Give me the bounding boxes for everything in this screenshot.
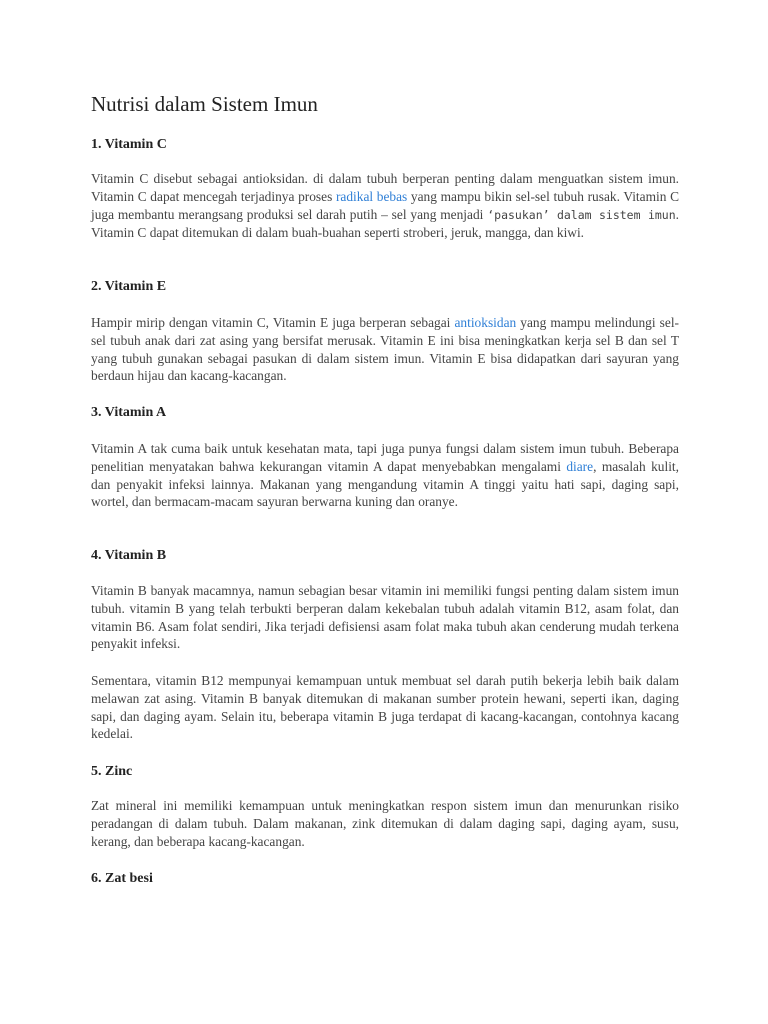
zinc-paragraph: Zat mineral ini memiliki kemampuan untuk meningkatkan respon sistem imun dan menurunkan risiko peradangan di dalam tubuh. Dalam makanan, zink ditemukan di dalam daging sapi, daging ayam, susu, kerang, dan beberapa kacang-kacangan. bbox=[91, 798, 679, 849]
monospace-text: ‘pasukan’ dalam sistem imun bbox=[487, 207, 676, 222]
page-title: Nutrisi dalam Sistem Imun bbox=[91, 92, 318, 116]
vitamin-b-paragraph-1: Vitamin B banyak macamnya, namun sebagian besar vitamin ini memiliki fungsi penting dalam sistem imun tubuh. vitamin B yang telah terbukti berperan dalam kekebalan tubuh adalah vitamin B12, asam folat, dan vitamin B6. Asam folat sendiri, Jika terjadi defisiensi asam folat maka tubuh akan cenderung mudah terkena penyakit infeksi. bbox=[91, 583, 679, 652]
paragraph-text: Vitamin A tak cuma baik untuk kesehatan mata, tapi juga punya fungsi dalam sistem imun tubuh. Beberapa penelitian menyatakan bahwa kekurangan vitamin A dapat menyebabkan mengalami bbox=[91, 441, 679, 474]
vitamin-a-paragraph bbox=[91, 440, 679, 511]
section-heading-vitamin-e: 2. Vitamin E bbox=[91, 279, 167, 294]
section-heading-vitamin-b: 4. Vitamin B bbox=[91, 548, 167, 563]
vitamin-b-paragraph-2: Sementara, vitamin B12 mempunyai kemampuan untuk membuat sel darah putih bekerja lebih baik dalam melawan zat asing. Vitamin B banyak ditemukan di makanan sumber protein hewani, seperti ikan, daging sapi, dan daging ayam. Selain itu, beberapa vitamin B juga terdapat di kacang-kacangan, contohnya kacang kedelai. bbox=[91, 673, 679, 742]
paragraph-text: yang mampu bikin sel-sel tubuh rusak. Vitamin C juga membantu merangsang produksi sel darah putih – sel yang menjadi bbox=[91, 188, 680, 222]
paragraph-text: yang mampu melindungi sel-sel tubuh anak dari zat asing yang bersifat merusak. Vitamin E ini bisa meningkatkan kerja sel B dan sel T yang tubuh gunakan sebagai pasukan di dalam sistem imun. Vitamin E bisa didapatkan dari sayuran yang berdaun hijau dan kacang-kacangan. bbox=[91, 315, 679, 384]
paragraph-text: Vitamin C disebut sebagai antioksidan. di dalam tubuh berperan penting dalam menguatkan sistem imun. Vitamin C dapat mencegah terjadinya proses bbox=[91, 171, 679, 204]
section-heading-zat-besi: 6. Zat besi bbox=[91, 871, 153, 886]
link-radikal-bebas[interactable]: radikal bebas bbox=[335, 188, 408, 204]
link-diare[interactable]: diare bbox=[566, 458, 594, 474]
vitamin-c-paragraph bbox=[91, 170, 679, 242]
paragraph-text: . Vitamin C dapat ditemukan di dalam buah-buahan seperti stroberi, jeruk, mangga, dan kiwi. bbox=[91, 206, 680, 241]
paragraph-text: Hampir mirip dengan vitamin C, Vitamin E juga berperan sebagai bbox=[91, 315, 455, 330]
link-antioksidan[interactable]: antioksidan bbox=[454, 315, 517, 330]
section-heading-vitamin-a: 3. Vitamin A bbox=[91, 405, 167, 420]
section-heading-zinc: 5. Zinc bbox=[91, 764, 133, 779]
section-heading-vitamin-c: 1. Vitamin C bbox=[91, 137, 167, 152]
paragraph-text: , masalah kulit, dan penyakit infeksi lainnya. Makanan yang mengandung vitamin A tinggi yaitu hati sapi, daging sapi, wortel, dan bermacam-macam sayuran berwarna kuning dan oranye. bbox=[91, 458, 679, 510]
vitamin-e-paragraph bbox=[91, 314, 679, 385]
